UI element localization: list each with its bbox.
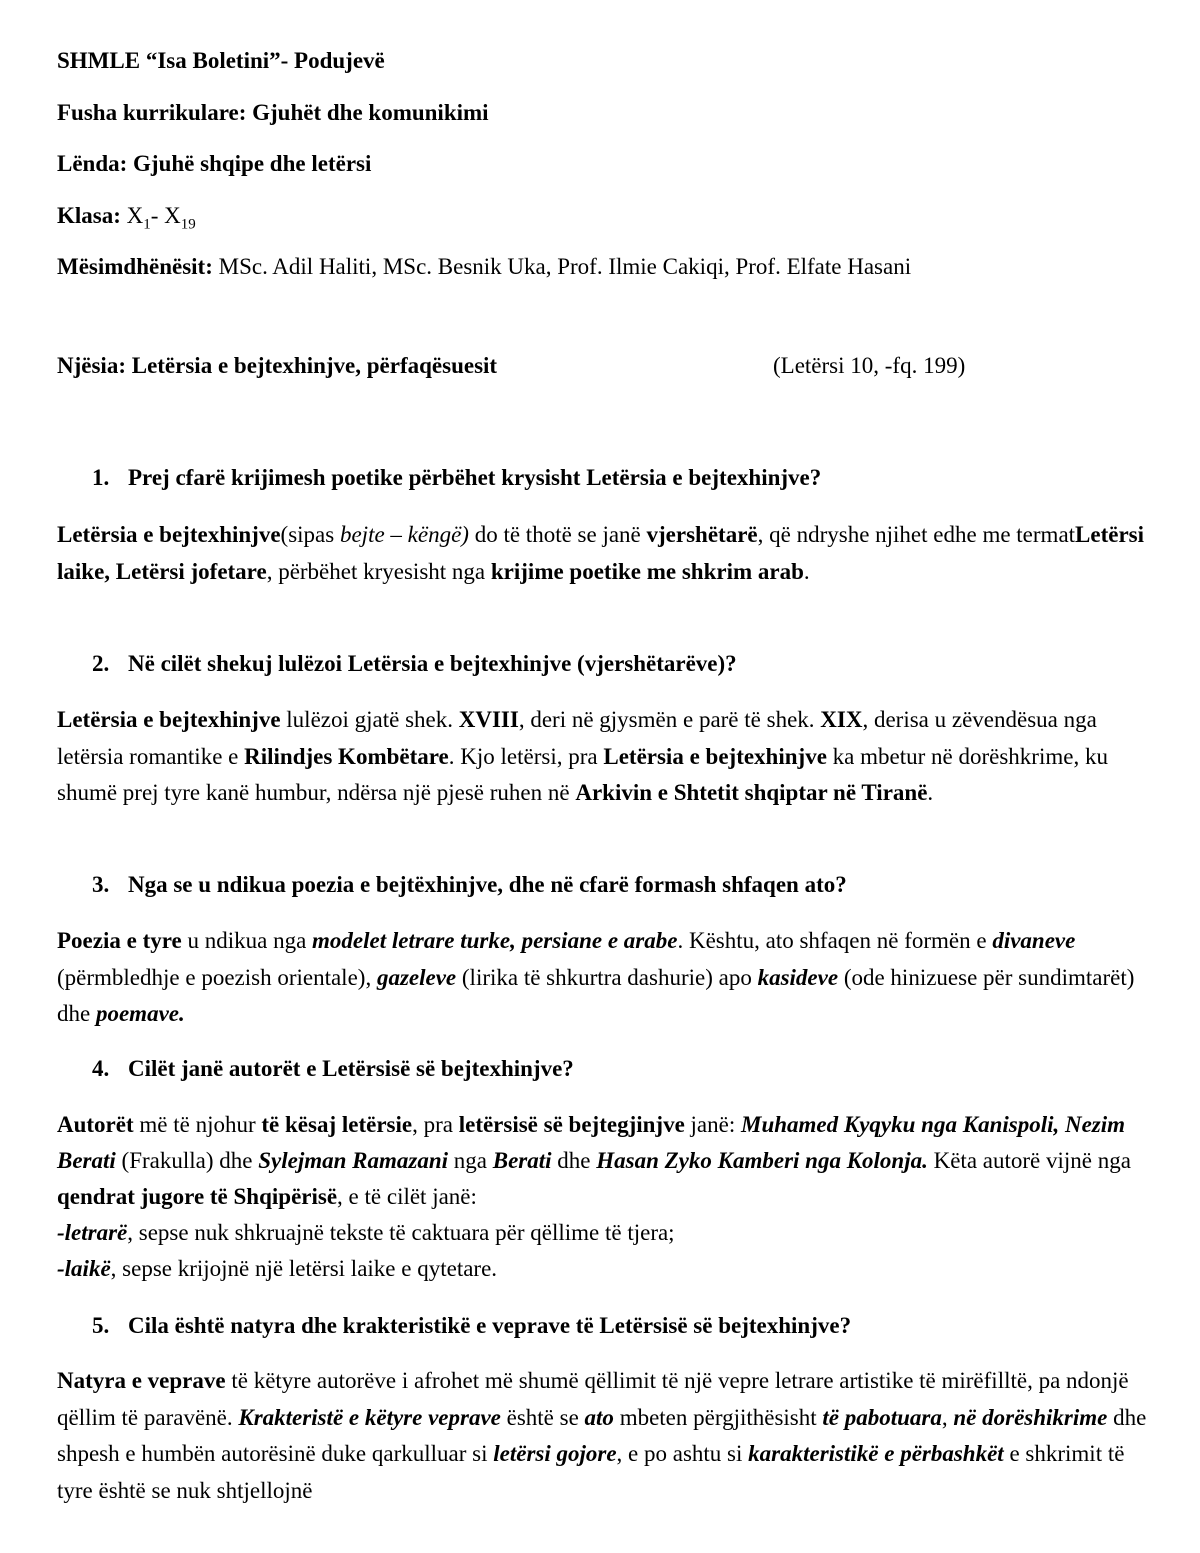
text: , përbëhet kryesisht nga <box>266 558 491 584</box>
text: , e të cilët janë: <box>337 1184 477 1209</box>
text: , që ndryshe njihet edhe me termat <box>757 522 1076 547</box>
subject <box>57 151 371 177</box>
bold-italic-term: Krakteristë e këtyre veprave <box>238 1404 501 1430</box>
class-label: Klasa: <box>57 203 121 228</box>
class-dash: - X <box>150 203 181 228</box>
bold-italic-term: në dorëshikrime <box>953 1404 1108 1430</box>
unit-title: Njësia: Letërsia e bejtexhinjve, përfaqësuesit <box>57 353 498 378</box>
field-value: Gjuhët dhe komunikimi <box>252 100 489 125</box>
subject-label: Lënda: <box>57 151 128 176</box>
question-text: Cila është natyra dhe krakteristikë e veprave të Letërsisë së bejtexhinjve? <box>128 1313 852 1338</box>
term: të kësaj letërsie <box>261 1112 413 1137</box>
text: , deri në gjysmën e parë të shek. <box>518 707 821 732</box>
bold-italic-term: -laikë <box>57 1256 111 1281</box>
curricular-field <box>57 100 489 126</box>
text: ka mbetur në dorëshkrime, ku shumë prej tyre kanë humbur, ndërsa një pjesë ruhen në <box>57 743 1108 805</box>
text: u ndikua nga <box>181 928 313 953</box>
term: letërsisë së bejtegjinjve <box>458 1112 685 1137</box>
term: Letërsia e bejtexhinjve <box>603 743 827 769</box>
text: , e po ashtu si <box>616 1441 749 1466</box>
text: . Kjo letërsi, pra <box>448 743 604 769</box>
unit-reference: (Letërsi 10, -fq. 199) <box>773 353 966 378</box>
text: (Frakulla) dhe <box>115 1148 259 1173</box>
text: , <box>941 1404 954 1430</box>
bold-italic-term: Muhamed Kyqyku nga Kanispoli, Nezim Berati <box>57 1112 1126 1173</box>
text: (ode hinizuese për sundimtarët) dhe <box>57 964 1135 1026</box>
text: e shkrimit të tyre është se nuk shtjellojnë <box>57 1441 1125 1503</box>
term: vjershëtarë <box>646 522 758 547</box>
term: Natyra e veprave <box>57 1368 226 1393</box>
question-1 <box>92 465 821 491</box>
text: mbeten përgjithësisht <box>613 1404 823 1430</box>
term: Autorët <box>57 1112 134 1137</box>
text: Këta autorë vijnë nga <box>927 1148 1131 1173</box>
term: krijime poetike me shkrim arab <box>490 558 804 584</box>
bold-italic-term: letërsi gojore <box>493 1441 617 1466</box>
answer-5 <box>57 1363 1157 1509</box>
teachers-value: MSc. Adil Haliti, MSc. Besnik Uka, Prof. Ilmie Cakiqi, Prof. Elfate Hasani <box>218 254 912 279</box>
question-number: 3. <box>92 872 110 897</box>
text: (përmbledhje e poezish orientale), <box>57 964 377 990</box>
text: do të thotë se janë <box>468 522 647 547</box>
bold-italic-term: Sylejman Ramazani <box>258 1148 449 1173</box>
school-name: SHMLE “Isa Boletini”- Podujevë <box>57 48 385 73</box>
text: më të njohur <box>133 1112 262 1137</box>
answer-1 <box>57 517 1157 590</box>
bold-italic-term: modelet letrare turke, persiane e arabe <box>312 928 678 953</box>
text: , sepse krijojnë një letërsi laike e qytetare. <box>110 1256 498 1281</box>
term: XVIII <box>458 707 519 732</box>
term: Poezia e tyre <box>57 928 182 953</box>
question-text: Cilët janë autorët e Letërsisë së bejtexhinjve? <box>128 1056 574 1081</box>
question-number: 1. <box>92 465 110 490</box>
bold-italic-term: kasideve <box>757 964 839 990</box>
teachers-line <box>57 254 911 280</box>
text: dhe shpesh e humbën autorësinë duke qarkulluar si <box>57 1404 1147 1466</box>
bold-italic-term: gazeleve <box>376 964 457 990</box>
question-3 <box>92 872 847 898</box>
term: Letërsia e bejtexhinjve <box>57 707 281 732</box>
bold-italic-term: -letrarë <box>57 1220 128 1245</box>
question-number: 5. <box>92 1313 110 1338</box>
field-label: Fusha kurrikulare: <box>57 100 247 125</box>
text: është se <box>500 1404 585 1430</box>
text: dhe <box>551 1148 597 1173</box>
subject-value: Gjuhë shqipe dhe letërsi <box>133 151 372 176</box>
text: (lirika të shkurtra dashurie) apo <box>456 964 758 990</box>
bold-italic-term: Hasan Zyko Kamberi nga Kolonja. <box>596 1148 928 1173</box>
italic-text: bejte – këngë) <box>339 522 469 547</box>
question-number: 2. <box>92 651 110 676</box>
text: janë: <box>684 1112 741 1137</box>
bold-italic-term: divaneve <box>992 928 1076 953</box>
question-number: 4. <box>92 1056 110 1081</box>
bold-italic-term: Berati <box>492 1148 552 1173</box>
question-5 <box>92 1313 851 1339</box>
teachers-label: Mësimdhënësit: <box>57 254 213 279</box>
text: . Kështu, ato shfaqen në formën e <box>677 928 993 953</box>
class-sub-1: 1 <box>143 216 151 233</box>
text: lulëzoi gjatë shek. <box>280 707 459 732</box>
question-text: Në cilët shekuj lulëzoi Letërsia e bejtexhinjve (vjershëtarëve)? <box>128 651 737 676</box>
bold-italic-term: ato <box>584 1404 614 1430</box>
question-text: Nga se u ndikua poezia e bejtëxhinjve, dhe në cfarë formash shfaqen ato? <box>128 872 847 897</box>
term: Rilindjes Kombëtare <box>244 743 449 769</box>
answer-2 <box>57 702 1157 812</box>
text: (sipas <box>280 522 340 547</box>
text: nga <box>448 1148 493 1173</box>
bold-italic-term: të pabotuara <box>822 1404 942 1430</box>
question-4 <box>92 1056 574 1082</box>
class-sub-19: 19 <box>180 216 196 233</box>
bold-italic-term: poemave. <box>95 1001 185 1026</box>
class-x: X <box>126 203 144 228</box>
text: , derisa u zëvendësua nga letërsia romantike e <box>57 707 1097 769</box>
term: Arkivin e Shtetit shqiptar në Tiranë <box>575 780 928 805</box>
term: qendrat jugore të Shqipërisë <box>57 1184 338 1209</box>
answer-3 <box>57 923 1157 1033</box>
term: Letërsia e bejtexhinjve <box>57 522 281 547</box>
text: . <box>803 558 810 584</box>
term: Letërsi laike, Letërsi jofetare <box>57 522 1145 584</box>
text: , sepse nuk shkruajnë tekste të caktuara për qëllime të tjera; <box>127 1220 675 1245</box>
text: . <box>927 780 934 805</box>
bold-italic-term: karakteristikë e përbashkët <box>748 1441 1004 1466</box>
class-line <box>57 203 196 238</box>
class-value <box>126 203 196 233</box>
question-2 <box>92 651 737 677</box>
term: XIX <box>820 707 863 732</box>
question-text: Prej cfarë krijimesh poetike përbëhet krysisht Letërsia e bejtexhinjve? <box>128 465 822 490</box>
text: të këtyre autorëve i afrohet më shumë qëllimit të një vepre letrare artistike të mirëfilltë, pa ndonjë qëllim të paravënë. <box>57 1368 1129 1430</box>
answer-4 <box>57 1107 1157 1287</box>
text: , pra <box>412 1112 459 1137</box>
